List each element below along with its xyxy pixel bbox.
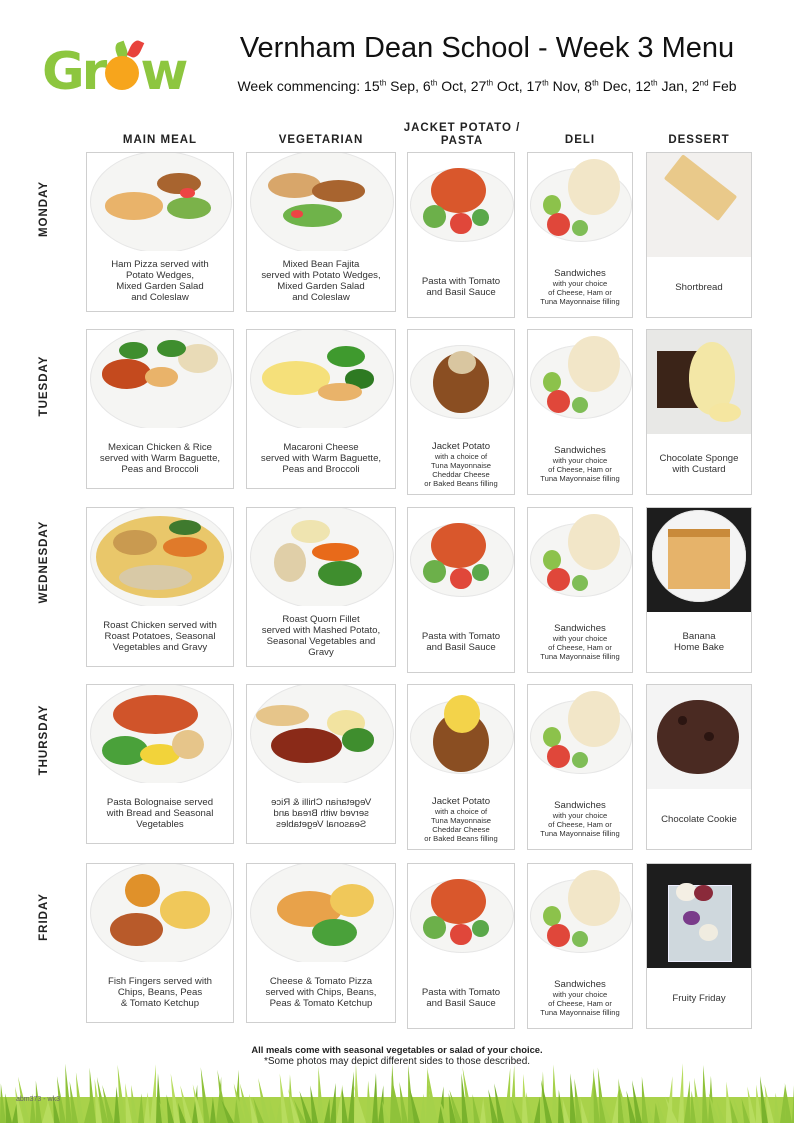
- meal-line: Vegetables and Gravy: [112, 641, 208, 653]
- food: [568, 691, 620, 747]
- column-header-vegetarian: VEGETARIAN: [278, 134, 364, 146]
- food: [450, 924, 471, 945]
- meal-label: [651, 970, 747, 1026]
- meal-subline: Tuna Mayonnaise: [430, 460, 492, 470]
- food: [105, 192, 163, 219]
- meal-text: [422, 276, 500, 298]
- date-number: 27: [470, 78, 487, 94]
- meal-title: Sandwiches: [554, 979, 606, 990]
- food: [180, 188, 195, 198]
- meal-line: with Custard: [672, 464, 726, 475]
- food: [423, 916, 446, 939]
- food: [704, 732, 713, 741]
- grass-blade: [318, 1067, 324, 1123]
- food-photo: [647, 153, 751, 257]
- food-photo: [87, 330, 233, 428]
- food-photo: [247, 864, 395, 962]
- meal-line: Seasonal Vegetables and: [266, 636, 376, 647]
- shortbread: [663, 154, 736, 221]
- date-number: 6: [422, 78, 431, 94]
- food: [450, 568, 471, 589]
- food: [125, 874, 160, 907]
- food: [472, 920, 489, 937]
- meal-label: [651, 614, 747, 670]
- meal-label: [412, 259, 510, 315]
- food-photo: [87, 685, 233, 783]
- footer-note: All meals come with seasonal vegetables or salad of your choice.: [251, 1044, 543, 1055]
- date-suffix: nd: [699, 78, 709, 88]
- meal-line: Cheese & Tomato Pizza: [269, 975, 373, 987]
- meal-line: Mexican Chicken & Rice: [108, 441, 212, 453]
- date-month: Feb: [708, 78, 737, 94]
- menu-card-tuesday-veg: [246, 329, 396, 489]
- meal-label: [91, 608, 229, 664]
- week-commencing: [212, 78, 762, 94]
- food-photo: [87, 153, 233, 251]
- food: [113, 530, 157, 555]
- food: [291, 520, 329, 544]
- meal-line: Roast Potatoes, Seasonal: [104, 630, 216, 642]
- meal-text: [111, 259, 209, 303]
- food-photo: [647, 330, 751, 434]
- food-photo: [528, 685, 632, 789]
- food-photo: [408, 508, 514, 612]
- menu-card-wednesday-deli: [527, 507, 633, 673]
- menu-card-monday-main: [86, 152, 234, 312]
- menu-card-wednesday-jacket: [407, 507, 515, 673]
- menu-card-friday-dessert: [646, 863, 752, 1029]
- food: [110, 913, 163, 946]
- meal-title: Sandwiches: [554, 800, 606, 811]
- menu-card-wednesday-dessert: [646, 507, 752, 673]
- meal-label: [251, 964, 391, 1020]
- meal-text: [661, 814, 737, 825]
- meal-label: [412, 614, 510, 670]
- meal-line: Roast Quorn Fillet: [282, 614, 360, 625]
- meal-subline: with a choice of: [434, 806, 488, 816]
- meal-text: [424, 796, 497, 843]
- food: [423, 205, 446, 228]
- food: [547, 924, 570, 947]
- date-month: Nov,: [548, 78, 585, 94]
- meal-subline: of Cheese, Ham or: [548, 288, 612, 297]
- date-number: 17: [526, 78, 543, 94]
- meal-text: [100, 442, 220, 475]
- food-photo: [247, 153, 395, 251]
- date-number: 15: [364, 78, 380, 94]
- food-photo: [528, 153, 632, 257]
- meal-label: [412, 436, 510, 492]
- food: [312, 543, 359, 561]
- meal-subline: with your choice: [552, 634, 608, 643]
- meal-text: [540, 800, 620, 838]
- grass-blade: [504, 1068, 510, 1123]
- meal-label: [532, 259, 628, 315]
- week-prefix: Week commencing:: [237, 78, 365, 94]
- menu-card-friday-deli: [527, 863, 633, 1029]
- meal-label: [251, 785, 391, 841]
- meal-line: and Coleslaw: [292, 292, 350, 303]
- meal-text: [540, 979, 620, 1017]
- food: [568, 159, 620, 215]
- meal-line: Pasta with Tomato: [421, 276, 501, 287]
- food-photo: [408, 153, 514, 257]
- meal-label: [251, 608, 391, 664]
- date-month: Dec,: [598, 78, 636, 94]
- meal-subline: with your choice: [552, 990, 608, 999]
- food: [291, 210, 303, 218]
- date-number: 8: [584, 78, 593, 94]
- food: [472, 209, 489, 226]
- meal-line: Mixed Bean Fajita: [282, 259, 360, 270]
- grass-blade: [678, 1063, 684, 1123]
- meal-line: served with Warm Baguette,: [260, 452, 382, 464]
- meal-subline: of Cheese, Ham or: [548, 999, 612, 1008]
- meal-text: [271, 797, 371, 830]
- meal-subline: Tuna Mayonnaise filling: [540, 652, 620, 661]
- meal-line: Pasta with Tomato: [421, 987, 501, 998]
- meal-label: [532, 970, 628, 1026]
- meal-text: [660, 453, 739, 475]
- grass-blade: [702, 1065, 708, 1123]
- meal-line: Gravy: [308, 647, 334, 658]
- grass-decoration: [0, 1053, 794, 1123]
- meal-text: [540, 623, 620, 661]
- food: [318, 383, 362, 401]
- meal-line: Mixed Garden Salad: [277, 281, 365, 292]
- meal-label: [532, 791, 628, 847]
- meal-subline: with your choice: [552, 811, 608, 820]
- food: [448, 351, 476, 374]
- date-suffix: th: [430, 78, 438, 88]
- food: [547, 745, 570, 768]
- meal-text: [540, 445, 620, 483]
- menu-card-wednesday-main: [86, 507, 234, 667]
- meal-text: [262, 614, 380, 658]
- date-number: 12: [635, 78, 651, 94]
- food-photo: [647, 864, 751, 968]
- meal-line: Potato Wedges,: [125, 270, 195, 281]
- meal-subline: Tuna Mayonnaise filling: [540, 829, 620, 838]
- food-photo: [408, 864, 514, 968]
- column-header-dessert: DESSERT: [668, 134, 730, 146]
- meal-label: [91, 964, 229, 1020]
- column-header-deli: DELI: [564, 134, 596, 146]
- food: [568, 336, 620, 392]
- food: [472, 564, 489, 581]
- menu-card-wednesday-veg: [246, 507, 396, 667]
- food-photo: [247, 330, 395, 428]
- meal-line: Home Bake: [673, 642, 725, 653]
- meal-text: [422, 987, 500, 1009]
- menu-card-monday-jacket: [407, 152, 515, 318]
- meal-line: Ham Pizza served with: [111, 259, 209, 270]
- meal-line: Shortbread: [675, 281, 723, 293]
- menu-card-tuesday-jacket: [407, 329, 515, 495]
- menu-card-monday-dessert: [646, 152, 752, 318]
- meal-line: Seasonal Vegetables: [275, 818, 367, 830]
- date-month: Oct,: [493, 78, 527, 94]
- food-photo: [647, 508, 751, 612]
- date-suffix: th: [486, 78, 494, 88]
- food-photo: [408, 685, 514, 789]
- date-month: Jan,: [657, 78, 692, 94]
- meal-text: [540, 268, 620, 306]
- food: [160, 891, 210, 928]
- menu-card-monday-deli: [527, 152, 633, 318]
- food-photo: [247, 508, 395, 606]
- menu-card-tuesday-dessert: [646, 329, 752, 495]
- menu-card-friday-main: [86, 863, 234, 1023]
- food-photo: [87, 864, 233, 962]
- meal-label: [532, 436, 628, 492]
- food: [423, 560, 446, 583]
- meal-line: & Tomato Ketchup: [120, 997, 200, 1009]
- meal-label: [532, 614, 628, 670]
- meal-text: [424, 441, 497, 488]
- meal-line: Vegetables: [136, 818, 184, 830]
- menu-card-monday-veg: [246, 152, 396, 312]
- meal-subline: of Cheese, Ham or: [548, 465, 612, 474]
- meal-text: [107, 797, 214, 830]
- meal-line: Pasta with Tomato: [421, 631, 501, 642]
- meal-line: Macaroni Cheese: [283, 441, 359, 453]
- meal-text: [672, 993, 725, 1004]
- menu-card-friday-veg: [246, 863, 396, 1023]
- meal-title: Sandwiches: [554, 268, 606, 279]
- meal-text: [266, 976, 377, 1009]
- menu-card-tuesday-main: [86, 329, 234, 489]
- grow-logo: [36, 40, 186, 104]
- meal-line: Chocolate Cookie: [661, 813, 737, 825]
- meal-subline: of Cheese, Ham or: [548, 643, 612, 652]
- meal-subline: with your choice: [552, 279, 608, 288]
- menu-card-thursday-deli: [527, 684, 633, 850]
- food-photo: [408, 330, 514, 434]
- week-dates: [364, 78, 737, 94]
- menu-card-thursday-jacket: [407, 684, 515, 850]
- meal-line: Roast Chicken served with: [103, 619, 217, 631]
- meal-label: [91, 430, 229, 486]
- meal-title: Sandwiches: [554, 623, 606, 634]
- food: [547, 568, 570, 591]
- column-header-main-meal: MAIN MEAL: [122, 134, 198, 146]
- menu-card-tuesday-deli: [527, 329, 633, 495]
- food: [657, 700, 738, 775]
- meal-text: [108, 976, 212, 1009]
- meal-line: served with Bread and: [273, 807, 369, 819]
- meal-label: [91, 253, 229, 309]
- meal-line: Fruity Friday: [672, 992, 726, 1004]
- meal-title: Jacket Potato: [431, 795, 491, 807]
- meal-line: Peas & Tomato Ketchup: [269, 997, 373, 1009]
- date-month: Sep,: [386, 78, 423, 94]
- meal-line: Chocolate Sponge: [659, 453, 739, 464]
- meal-text: [261, 259, 380, 303]
- food: [113, 695, 198, 734]
- meal-text: [422, 631, 500, 653]
- food-photo: [528, 864, 632, 968]
- food: [312, 180, 365, 202]
- meal-subline: Tuna Mayonnaise: [430, 815, 492, 825]
- food: [163, 537, 207, 557]
- food: [547, 390, 570, 413]
- meal-text: [261, 442, 381, 475]
- food-photo: [528, 330, 632, 434]
- meal-subline: Tuna Mayonnaise filling: [540, 297, 620, 306]
- food-photo: [528, 508, 632, 612]
- meal-subline: Cheddar Cheese: [432, 824, 490, 834]
- meal-subline: or Baked Beans filling: [424, 478, 498, 488]
- food: [145, 367, 177, 387]
- food-photo: [647, 685, 751, 789]
- column-header-jacket-line1: JACKET POTATO /: [403, 122, 521, 134]
- date-suffix: th: [592, 78, 599, 88]
- date-month: Oct,: [437, 78, 471, 94]
- date-suffix: th: [650, 78, 658, 88]
- meal-subline: of Cheese, Ham or: [548, 820, 612, 829]
- food: [450, 213, 471, 234]
- food-photo: [247, 685, 395, 783]
- menu-card-thursday-veg: [246, 684, 396, 844]
- date-suffix: th: [542, 78, 549, 88]
- meal-line: and Basil Sauce: [426, 287, 496, 298]
- menu-card-friday-jacket: [407, 863, 515, 1029]
- meal-line: Banana: [682, 631, 716, 642]
- food: [256, 705, 309, 727]
- food: [167, 197, 211, 219]
- food: [172, 730, 204, 759]
- meal-label: [651, 259, 747, 315]
- grass-blade: [150, 1064, 156, 1123]
- meal-title: Jacket Potato: [431, 440, 491, 452]
- meal-subline: Tuna Mayonnaise filling: [540, 474, 620, 483]
- column-header-jacket-line2: PASTA: [440, 135, 484, 147]
- grass-blade: [90, 1068, 96, 1123]
- menu-card-thursday-main: [86, 684, 234, 844]
- meal-label: [412, 970, 510, 1026]
- meal-text: [675, 282, 722, 293]
- meal-line: Vegetarian Chilli & Rice: [270, 796, 372, 808]
- meal-subline: Tuna Mayonnaise filling: [540, 1008, 620, 1017]
- meal-subline: or Baked Beans filling: [424, 833, 498, 843]
- meal-subline: Cheddar Cheese: [432, 469, 490, 479]
- meal-line: Peas and Broccoli: [121, 463, 199, 475]
- meal-line: and Coleslaw: [131, 292, 189, 303]
- meal-label: [412, 791, 510, 847]
- meal-label: [651, 791, 747, 847]
- meal-line: served with Potato Wedges,: [261, 270, 381, 281]
- food: [568, 870, 620, 926]
- meal-label: [91, 785, 229, 841]
- meal-label: [251, 253, 391, 309]
- food-photo: [87, 508, 233, 606]
- food: [271, 728, 342, 763]
- plate: [250, 153, 394, 251]
- document-code: abm373 - wk3: [16, 1096, 60, 1103]
- meal-line: with Bread and Seasonal: [106, 807, 214, 819]
- meal-line: Chips, Beans, Peas: [117, 986, 203, 998]
- date-number: 2: [691, 78, 700, 94]
- food: [678, 716, 686, 724]
- meal-line: Pasta Bolognaise served: [106, 796, 214, 808]
- logo-wordmark: Gr w: [42, 42, 186, 102]
- meal-line: and Basil Sauce: [426, 642, 496, 653]
- menu-card-thursday-dessert: [646, 684, 752, 850]
- meal-text: [674, 631, 724, 653]
- food: [699, 924, 718, 941]
- food: [330, 884, 374, 917]
- meal-line: served with Chips, Beans,: [265, 986, 377, 998]
- meal-subline: with a choice of: [434, 451, 488, 461]
- page-title: Vernham Dean School - Week 3 Menu: [239, 32, 735, 64]
- meal-line: Fish Fingers served with: [108, 975, 212, 987]
- meal-line: served with Mashed Potato,: [261, 625, 381, 636]
- meal-title: Sandwiches: [554, 445, 606, 456]
- date-suffix: th: [379, 78, 387, 88]
- grass-blade: [552, 1065, 558, 1123]
- food: [312, 919, 356, 946]
- meal-text: [103, 620, 217, 653]
- food: [547, 213, 570, 236]
- footer-disclaimer: *Some photos may depict different sides to those described.: [263, 1056, 531, 1067]
- meal-label: [251, 430, 391, 486]
- food: [709, 403, 740, 422]
- food: [694, 885, 713, 902]
- meal-line: Mixed Garden Salad: [116, 281, 204, 292]
- meal-label: [651, 436, 747, 492]
- cake: [668, 529, 730, 589]
- food: [444, 695, 480, 732]
- meal-line: Peas and Broccoli: [282, 463, 360, 475]
- meal-line: served with Warm Baguette,: [99, 452, 221, 464]
- food: [568, 514, 620, 570]
- column-header-jacket-pasta: [400, 122, 524, 148]
- meal-line: and Basil Sauce: [426, 998, 496, 1009]
- food: [342, 728, 375, 752]
- meal-subline: with your choice: [552, 456, 608, 465]
- food: [102, 359, 152, 388]
